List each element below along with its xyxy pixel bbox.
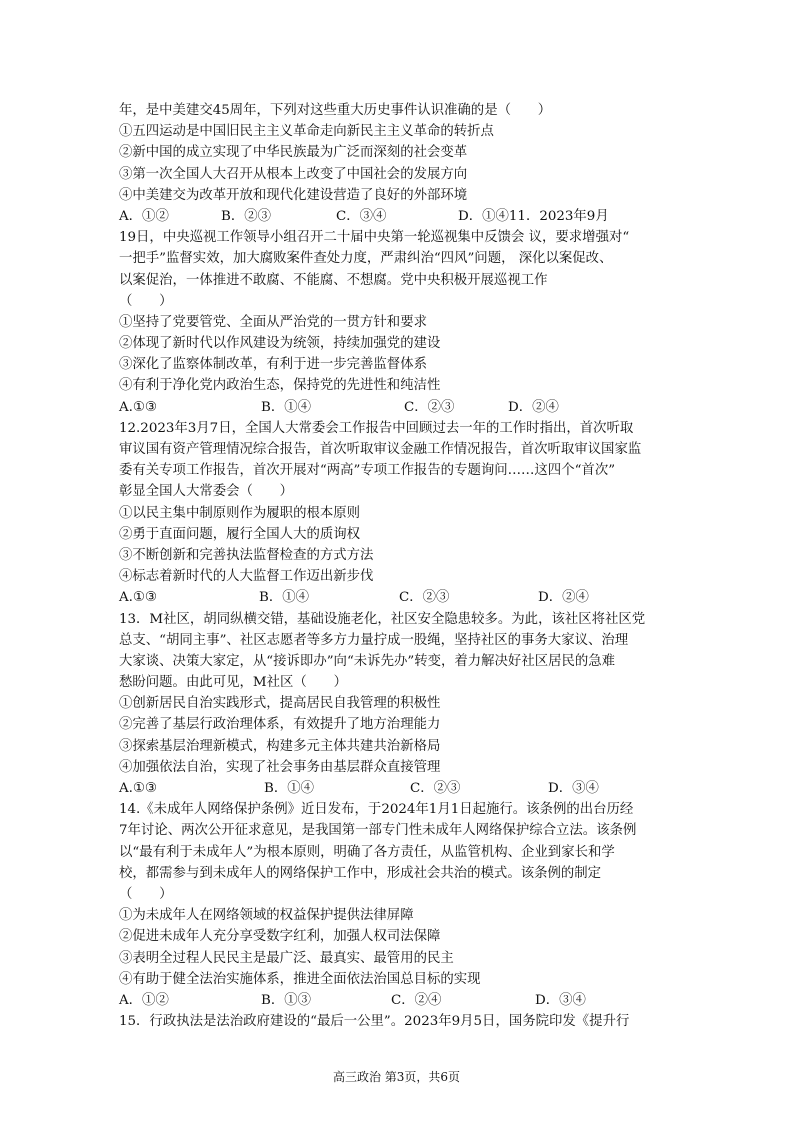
q13-line-1: 13．M社区，胡同纵横交错，基础设施老化，社区安全隐患较多。为此，该社区将社区党 <box>119 611 646 627</box>
q14-option-b: B．①③ <box>261 992 312 1008</box>
q14-option-c: C．②④ <box>391 992 442 1008</box>
q11-line-1: 19日，中央巡视工作领导小组召开二十届中央第一轮巡视集中反馈会 议，要求增强对“ <box>119 230 630 246</box>
q12-statement-1: ①以民主集中制原则作为履职的根本原则 <box>119 505 361 521</box>
q12-line-4: 彰显全国人大常委会（ ） <box>119 484 294 500</box>
q13-options <box>119 778 682 799</box>
q11-statement-3: ③深化了监察体制改革，有利于进一步完善监督体系 <box>119 357 427 373</box>
q12-options <box>119 587 682 608</box>
q12-line-1: 12.2023年3月7日，全国人大常委会工作报告中回顾过去一年的工作时指出，首次听取 <box>119 420 634 436</box>
q12-option-a: A.①③ <box>119 590 157 606</box>
q10-stem: 年，是中美建交45周年，下列对这些重大历史事件认识准确的是（ ） <box>119 103 552 118</box>
q12-line-2: 审议国有资产管理情况综合报告，首次听取审议金融工作情况报告，首次听取审议国家监 <box>119 442 642 457</box>
q11-statement-2: ②体现了新时代以作风建设为统领，持续加强党的建设 <box>119 336 441 352</box>
q14-line-1: 14.《未成年人网络保护条例》近日发布，于2024年1月1日起施行。该条例的出台历经 <box>119 802 634 818</box>
q13-line-4: 愁盼问题。由此可见，M社区（ ） <box>119 675 347 691</box>
q14-line-3: 以“最有利于未成年人”为根本原则，明确了各方责任，从监管机构、企业到家长和学 <box>119 844 615 860</box>
q14-option-a: A．①② <box>119 992 169 1008</box>
q12-option-b: B．①④ <box>259 590 310 606</box>
q10-statement-4: ④中美建交为改革开放和现代化建设营造了良好的外部环境 <box>119 187 468 203</box>
q10-option-a: A．①② <box>119 208 169 224</box>
q13-statement-1: ①创新居民自治实践形式，提高居民自我管理的积极性 <box>119 696 441 712</box>
q11-answer-blank: （ ） <box>119 293 173 309</box>
q11-line-3: 以案促治，一体推进不敢腐、不能腐、不想腐。党中央积极开展巡视工作 <box>119 272 548 288</box>
q12-line-3: 委有关专项工作报告，首次开展对“两高”专项工作报告的专题询问……这四个“首次” <box>119 463 616 479</box>
q14-line-4: 校，都需参与到未成年人的网络保护工作中，形成社会共治的模式。该条例的制定 <box>119 865 602 881</box>
q10-statement-3: ③第一次全国人大召开从根本上改变了中国社会的发展方向 <box>119 166 468 182</box>
q12-statement-4: ④标志着新时代的人大监督工作迈出新步伐 <box>119 569 374 585</box>
q14-option-d: D．③④ <box>535 992 586 1008</box>
q12-statement-3: ③不断创新和完善执法监督检查的方式方法 <box>119 547 374 563</box>
page-footer: 高三政治 第3页，共6页 <box>332 1070 461 1084</box>
q10-option-c: C．③④ <box>336 208 387 224</box>
q11-statement-1: ①坚持了党要管党、全面从严治党的一贯方针和要求 <box>119 314 427 330</box>
q13-option-a: A.①③ <box>119 781 157 796</box>
q14-statement-3: ③表明全过程人民民主是最广泛、最真实、最管用的民主 <box>119 950 454 966</box>
q13-option-b: B．①④ <box>264 781 315 796</box>
q10-statement-1: ①五四运动是中国旧民主主义革命走向新民主主义革命的转折点 <box>119 124 494 140</box>
q11-line-2: 一把手”监督实效，加大腐败案件查处力度，严肃纠治“四风”问题， 深化以案促改、 <box>119 251 613 267</box>
q15-line-1: 15．行政执法是法治政府建设的“最后一公里”。2023年9月5日，国务院印发《提升行 <box>119 1014 630 1030</box>
q12-option-c: C．②③ <box>399 590 450 606</box>
q10-option-d-q11-start: D．①④11．2023年9月 <box>458 208 609 224</box>
q14-answer-blank: （ ） <box>119 886 173 902</box>
q13-statement-3: ③探索基层治理新模式，构建多元主体共建共治新格局 <box>119 738 441 754</box>
q10-options <box>119 206 682 227</box>
q14-statement-2: ②促进未成年人充分享受数字红利，加强人权司法保障 <box>119 929 441 945</box>
q11-option-c: C．②③ <box>404 399 455 415</box>
q10-option-b: B．②③ <box>221 208 272 224</box>
q11-option-d: D．②④ <box>508 399 559 415</box>
page-content <box>119 100 682 1032</box>
q11-option-b: B．①④ <box>261 399 312 415</box>
q13-statement-2: ②完善了基层行政治理体系，有效提升了地方治理能力 <box>119 717 441 733</box>
q13-statement-4: ④加强依法自治，实现了社会事务由基层群众直接管理 <box>119 759 441 775</box>
q12-option-d: D．②④ <box>538 590 589 606</box>
q14-options <box>119 990 682 1011</box>
q12-statement-2: ②勇于直面问题，履行全国人大的质询权 <box>119 526 361 542</box>
q14-statement-4: ④有助于健全法治实施体系，推进全面依法治国总目标的实现 <box>119 971 481 987</box>
q13-line-2: 总支、“胡同主事”、社区志愿者等多方力量拧成一股绳，坚持社区的事务大家议、治理 <box>119 632 629 648</box>
q14-statement-1: ①为未成年人在网络领域的权益保护提供法律屏障 <box>119 908 414 924</box>
q13-line-3: 大家谈、决策大家定，从“接诉即办”向“未诉先办”转变，着力解决好社区居民的急难 <box>119 653 616 669</box>
q13-option-d: D．③④ <box>548 781 599 796</box>
q11-option-a: A.①③ <box>119 399 157 415</box>
q13-option-c: C．②③ <box>410 781 461 796</box>
q14-line-2: 7年讨论、两次公开征求意见，是我国第一部专门性未成年人网络保护综合立法。该条例 <box>119 823 637 839</box>
q11-options <box>119 397 682 418</box>
q10-statement-2: ②新中国的成立实现了中华民族最为广泛而深刻的社会变革 <box>119 145 468 161</box>
q11-statement-4: ④有利于净化党内政治生态，保持党的先进性和纯洁性 <box>119 378 441 394</box>
